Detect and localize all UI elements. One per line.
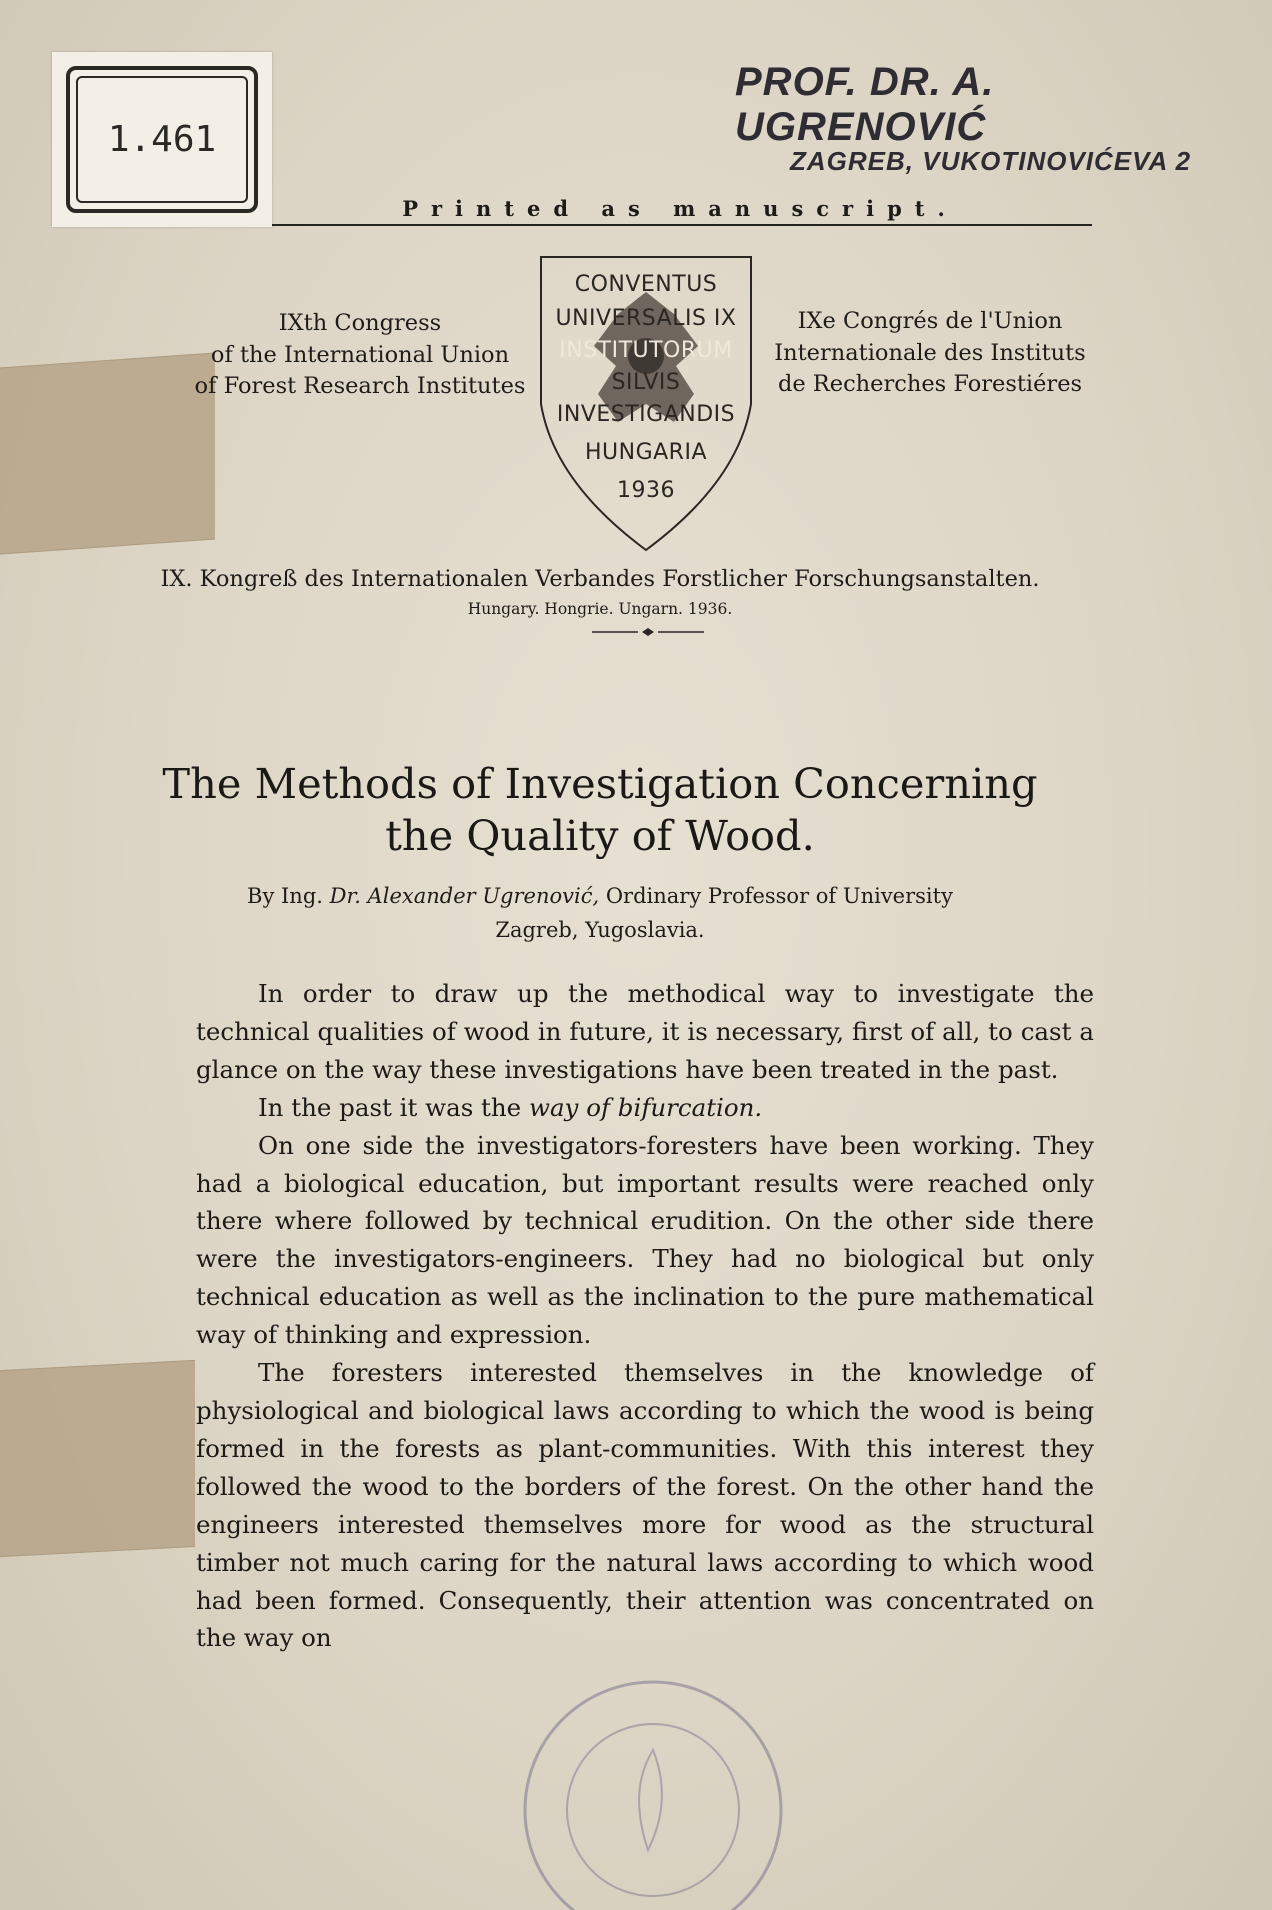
catalog-number: 1.461: [107, 119, 217, 160]
author-byline: [100, 879, 1100, 947]
emblem-line: 1936: [617, 478, 675, 503]
author-location: Zagreb, Yugoslavia.: [495, 918, 705, 942]
label-frame-inner: [76, 76, 248, 203]
ornament-divider-icon: [592, 627, 704, 637]
emblem-line: UNIVERSALIS IX: [555, 306, 737, 331]
emphasis-text: way of bifurcation.: [528, 1092, 763, 1122]
paper-tape-patch: [0, 352, 215, 554]
library-label: [52, 52, 272, 227]
title-line: the Quality of Wood.: [385, 811, 815, 860]
emblem-line: SILVIS: [611, 370, 681, 395]
paper-body: [196, 975, 1094, 1657]
emblem-line: INVESTIGANDIS: [556, 402, 736, 427]
owner-stamp: [735, 60, 1235, 177]
paragraph: The foresters interested themselves in the knowledge of physiological and biological laws according to which the wood is being formed in the forests as plant-communities. With this interest they followed the wood to the borders of the forest. On the other hand the engineers interested themselves more for wood as the structural timber not much caring for the natural laws according to which wood had been formed. Consequently, their attention was concentrated on the way on: [196, 1358, 1094, 1653]
emblem-line: CONVENTUS: [574, 272, 718, 297]
congress-french: [760, 306, 1100, 401]
congress-emblem: [538, 254, 754, 554]
printed-note: Printed as manuscript.: [402, 196, 958, 221]
owner-address: ZAGREB, VUKOTINOVIĆEVA 2: [790, 146, 1192, 176]
paragraph-text: In the past it was the: [258, 1092, 522, 1122]
author-role: Ordinary Professor of University: [605, 884, 953, 908]
congress-english: [190, 308, 530, 403]
owner-name: PROF. DR. A. UGRENOVIĆ: [735, 60, 995, 149]
congress-en-line: of Forest Research Institutes: [194, 373, 526, 399]
header-rule: [272, 224, 1092, 226]
title-line: The Methods of Investigation Concerning: [162, 759, 1038, 808]
countries-line: Hungary. Hongrie. Ungarn. 1936.: [467, 600, 733, 618]
emblem-line: INSTITUTORUM: [559, 338, 733, 363]
paragraph: On one side the investigators-foresters have been working. They had a biological education, but important results were reached only there where followed by technical erudition. On the other side there were the investigators-engineers. They had no biological but only technical education as well as the inclination to the pure mathematical way of thinking and expression.: [196, 1130, 1094, 1350]
congress-en-line: of the International Union: [210, 341, 510, 368]
paper-tape-patch: [0, 1360, 195, 1557]
congress-german: IX. Kongreß des Internationalen Verbandes Forstlicher Forschungsanstalten.: [160, 566, 1040, 592]
congress-fr-line: IXe Congrés de l'Union: [797, 308, 1063, 334]
congress-fr-line: Internationale des Instituts: [774, 339, 1086, 366]
congress-fr-line: de Recherches Forestiéres: [777, 371, 1083, 397]
emblem-line: HUNGARIA: [584, 440, 708, 465]
paragraph: [196, 1089, 1094, 1127]
paragraph: In order to draw up the methodical way to investigate the technical qualities of wood in future, it is necessary, first of all, to cast a glance on the way these investigations have been treated in the past.: [196, 979, 1094, 1084]
by-prefix: By Ing.: [247, 884, 323, 908]
author-name: Dr. Alexander Ugrenović,: [329, 884, 600, 908]
round-library-stamp-icon: [488, 1660, 818, 1910]
congress-en-line: IXth Congress: [278, 310, 442, 336]
paper-title: [100, 758, 1100, 862]
label-frame: [66, 66, 258, 213]
